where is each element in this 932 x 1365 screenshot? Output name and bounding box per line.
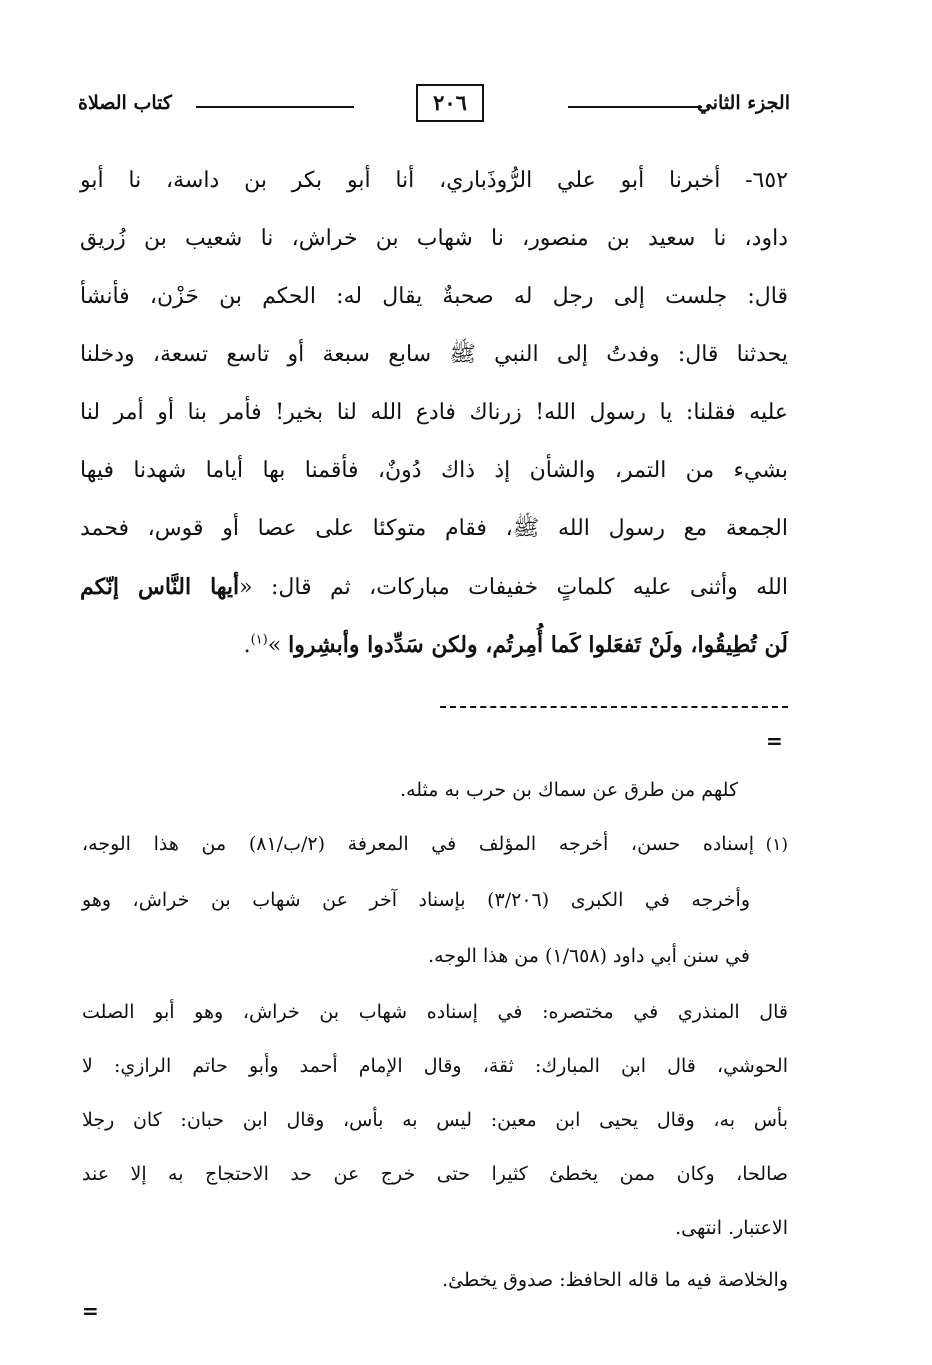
continuation-mark: = [766,729,783,753]
hadith-line: داود، نا سعيد بن منصور، نا شهاب بن خراش، نا شعيب بن زُريق [80,226,788,251]
hadith-line [80,558,788,616]
header-rule-right [568,106,702,108]
footnote-conclusion: والخلاصة فيه ما قاله الحافظ: صدوق يخطئ. [442,1269,788,1291]
hadith-line: يحدثنا قال: وفدتُ إلى النبي ﷺ سابع سبعة أو تاسع تسعة، ودخلنا [80,342,788,367]
prophetic-saying: لَن تُطِيقُوا، ولَنْ تَفعَلوا كَما أُمِرتُم، ولكن سَدِّدوا وأبشِروا [288,632,788,658]
continuation-mark: = [82,1299,99,1323]
hadith-line-text: الله وأثنى عليه كلماتٍ خفيفات مباركات، ثم قال: « [239,575,788,600]
footnote-reference: (١) [250,632,268,648]
footnote-number: (١) [765,835,788,855]
volume-title: الجزء الثاني [696,92,790,114]
hadith-line: قال: جلست إلى رجل له صحبةٌ يقال له: الحكم بن حَزْن، فأنشأ [80,284,788,309]
footnote-line: وأخرجه في الكبرى (٣/٢٠٦) بإسناد آخر عن شهاب بن خراش، وهو [82,889,750,911]
footnote-line: الاعتبار. انتهى. [675,1217,788,1239]
footnote-line: في سنن أبي داود (١/٦٥٨) من هذا الوجه. [428,945,750,967]
footnote-line: بأس به، وقال يحيى ابن معين: ليس به بأس، وقال ابن حبان: كان رجلا [82,1109,788,1131]
full-stop: . [243,633,251,658]
hadith-line: ٦٥٢- أخبرنا أبو علي الرُّوذَباري، أنا أبو بكر بن داسة، نا أبو [80,168,788,193]
footnote-line: قال المنذري في مختصره: في إسناده شهاب بن خراش، وهو أبو الصلت [82,1001,788,1023]
footnote-line: صالحا، وكان ممن يخطئ كثيرا حتى خرج عن حد الاحتجاج به إلا عند [82,1163,788,1185]
hadith-line [80,616,788,674]
closing-quote: » [267,633,289,658]
hadith-line: عليه فقلنا: يا رسول الله! زرناك فادع الله لنا بخير! فأمر بنا أو أمر لنا [80,400,788,425]
header-rule-left [196,106,354,108]
prophetic-saying: أيها النَّاس إنّكم [80,574,240,600]
footnote-line: إسناده حسن، أخرجه المؤلف في المعرفة (٢/ب/٨١) من هذا الوجه، [82,833,755,855]
footnote-carryover-line: كلهم من طرق عن سماك بن حرب به مثله. [400,779,738,801]
footnote-line: الحوشي، قال ابن المبارك: ثقة، وقال الإمام أحمد وأبو حاتم الرازي: لا [82,1055,788,1077]
chapter-title: كتاب الصلاة [78,92,172,114]
running-header [70,84,790,128]
page-number: ٢٠٦ [416,84,484,122]
hadith-text [80,152,788,674]
footnote-divider [440,706,788,708]
hadith-line: الجمعة مع رسول الله ﷺ، فقام متوكئا على عصا أو قوس، فحمد [80,516,788,541]
hadith-line: بشيء من التمر، والشأن إذ ذاك دُونٌ، فأقمنا بها أياما شهدنا فيها [80,458,788,483]
